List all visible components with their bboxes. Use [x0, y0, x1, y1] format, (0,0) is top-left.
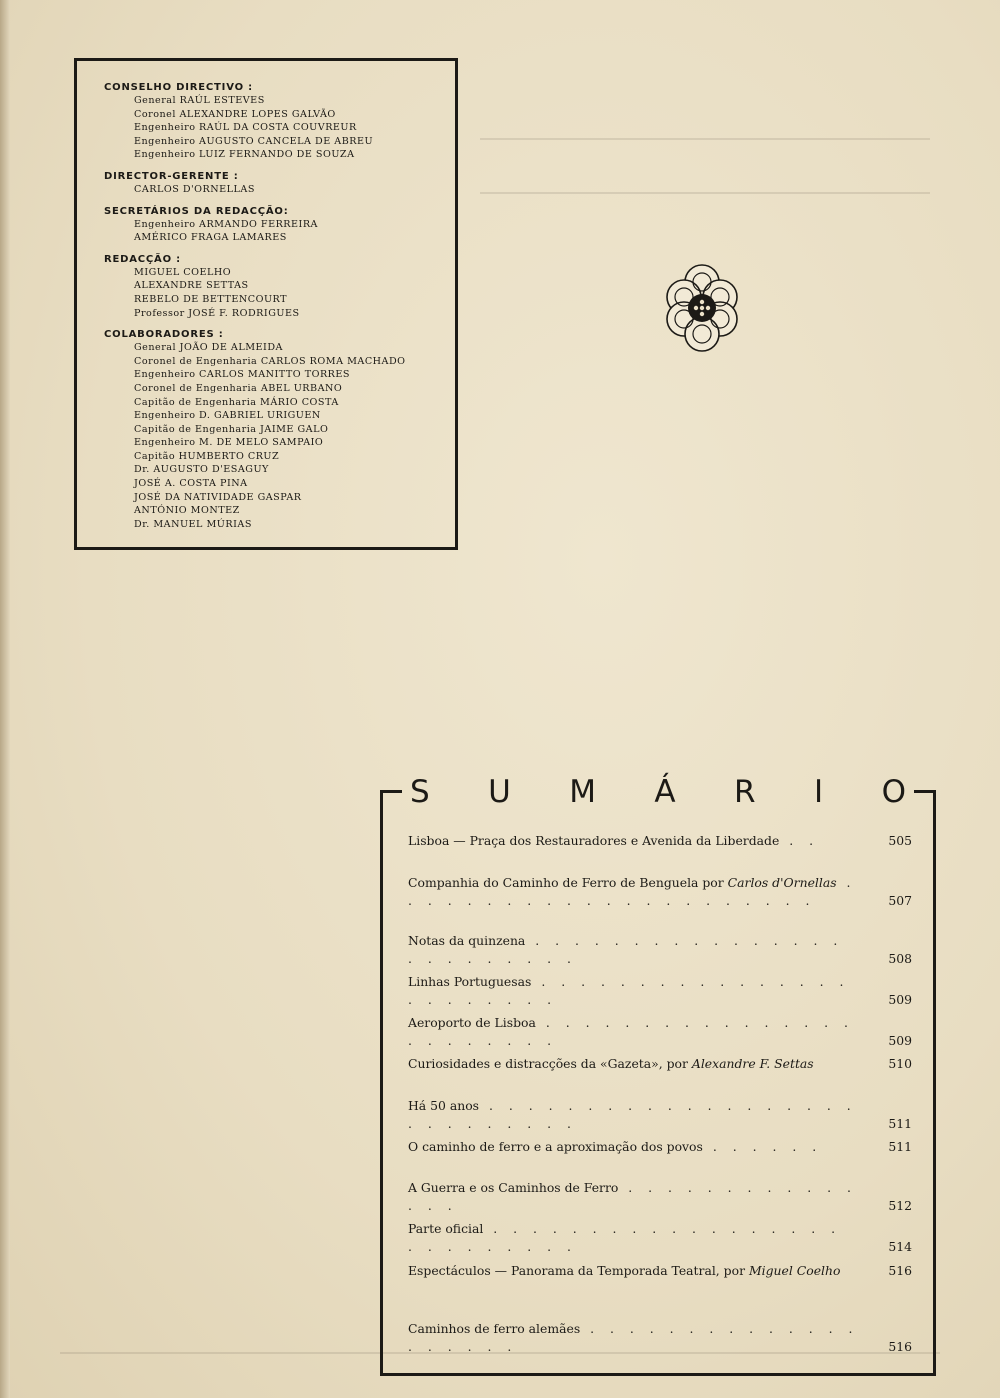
staff-member: Engenheiro RAÚL DA COSTA COUVREUR — [134, 122, 357, 134]
staff-section-secretarios — [104, 205, 455, 245]
staff-section-director — [104, 170, 455, 197]
toc-title: O caminho de ferro e a aproximação dos povos — [408, 1139, 703, 1154]
staff-member: General JOÃO DE ALMEIDA — [134, 342, 283, 354]
toc-entry — [408, 1055, 912, 1073]
staff-member: JOSÉ A. COSTA PINA — [134, 478, 248, 490]
toc-page-number: 514 — [888, 1239, 912, 1254]
staff-member: Dr. MANUEL MÚRIAS — [134, 518, 252, 530]
toc-page-number: 511 — [888, 1116, 912, 1131]
staff-member: Capitão HUMBERTO CRUZ — [134, 450, 280, 462]
staff-member: Dr. AUGUSTO D'ESAGUY — [134, 464, 269, 476]
staff-member: REBELO DE BETTENCOURT — [134, 293, 287, 305]
section-title: DIRECTOR-GERENTE : — [104, 170, 239, 182]
staff-box — [74, 58, 458, 550]
title-letter: S — [410, 774, 430, 810]
staff-member: Capitão de Engenharia JAIME GALO — [134, 423, 329, 435]
section-title: REDACÇÃO : — [104, 253, 181, 265]
staff-section-conselho — [104, 81, 455, 162]
page-gutter — [0, 0, 10, 1398]
staff-member: Engenheiro ARMANDO FERREIRA — [134, 218, 318, 230]
toc-title: Caminhos de ferro alemães — [408, 1321, 581, 1336]
heading-rule — [380, 790, 402, 793]
toc-title: Companhia do Caminho de Ferro de Benguela por — [408, 875, 724, 890]
staff-member: CARLOS D'ORNELLAS — [134, 183, 255, 195]
toc-entry: Parte oficial . . . . . . . . . . . . . . . . . . . . . . . . . . . 514 — [408, 1221, 912, 1254]
toc-entry: Notas da quinzena . . . . . . . . . . . . . . . . . . . . . . . . . 508 — [408, 933, 912, 966]
bleed-through-rule — [480, 192, 930, 194]
staff-member: Coronel de Engenharia CARLOS ROMA MACHADO — [134, 355, 406, 367]
toc-page-number: 507 — [888, 893, 912, 908]
staff-member: MIGUEL COELHO — [134, 266, 232, 278]
staff-member: JOSÉ DA NATIVIDADE GASPAR — [134, 491, 302, 503]
toc-entry: Há 50 anos . . . . . . . . . . . . . . . . . . . . . . . . . . . . 511 — [408, 1098, 912, 1131]
toc-title: Notas da quinzena — [408, 933, 526, 948]
section-title: COLABORADORES : — [104, 329, 224, 341]
toc-title: Linhas Portuguesas — [408, 974, 532, 989]
section-title: CONSELHO DIRECTIVO : — [104, 82, 253, 93]
staff-member: Coronel ALEXANDRE LOPES GALVÃO — [134, 108, 336, 120]
toc-page-number: 516 — [888, 1263, 912, 1278]
staff-member: Engenheiro D. GABRIEL URIGUEN — [134, 410, 321, 422]
toc-title: Espectáculos — Panorama da Temporada Teatral, por — [408, 1263, 746, 1278]
toc-entry: Linhas Portuguesas . . . . . . . . . . . . . . . . . . . . . . . . 509 — [408, 974, 912, 1007]
staff-member: Professor JOSÉ F. RODRIGUES — [134, 307, 300, 319]
bleed-through-rule — [480, 138, 930, 140]
toc-title: Parte oficial — [408, 1221, 484, 1236]
staff-member: Engenheiro CARLOS MANITTO TORRES — [134, 369, 350, 381]
staff-member: AMÉRICO FRAGA LAMARES — [134, 232, 287, 244]
staff-member: ANTÓNIO MONTEZ — [134, 505, 240, 517]
toc-page-number: 516 — [888, 1339, 912, 1354]
title-letter: R — [734, 774, 756, 810]
toc-title: Aeroporto de Lisboa — [408, 1015, 536, 1030]
staff-member: Engenheiro LUIZ FERNANDO DE SOUZA — [134, 149, 355, 161]
toc-page-number: 512 — [888, 1198, 912, 1213]
toc-page-number: 508 — [888, 951, 912, 966]
staff-section-redaccao — [104, 253, 455, 320]
toc-author: Alexandre F. Settas — [691, 1056, 814, 1071]
toc-title: Há 50 anos — [408, 1098, 480, 1113]
staff-member: General RAÚL ESTEVES — [134, 95, 265, 106]
sumario-heading — [380, 776, 936, 810]
toc-entry: Aeroporto de Lisboa . . . . . . . . . . . . . . . . . . . . . . . . 509 — [408, 1015, 912, 1048]
toc-page-number: 511 — [888, 1139, 912, 1154]
section-title: SECRETÁRIOS DA REDACÇÃO: — [104, 205, 289, 217]
toc-title: A Guerra e os Caminhos de Ferro — [408, 1180, 619, 1195]
title-letter: I — [814, 774, 824, 810]
staff-member: Capitão de Engenharia MÁRIO COSTA — [134, 396, 339, 408]
toc-author: Carlos d'Ornellas — [727, 875, 837, 890]
wire-rope-emblem-icon — [662, 262, 742, 354]
toc-entry: Companhia do Caminho de Ferro de Benguela por Carlos d'Ornellas . . . . . . . . . . . . . . . . . . . . . . 507 — [408, 875, 912, 908]
toc-entry: O caminho de ferro e a aproximação dos povos . . . . . . 511 — [408, 1139, 912, 1154]
toc-entry — [408, 1262, 912, 1280]
toc-title: Curiosidades e distracções da «Gazeta», por — [408, 1056, 688, 1071]
heading-rule — [914, 790, 936, 793]
toc-page-number: 510 — [888, 1056, 912, 1071]
staff-member: Coronel de Engenharia ABEL URBANO — [134, 382, 343, 394]
staff-member: ALEXANDRE SETTAS — [134, 280, 249, 292]
title-letter: Á — [654, 774, 676, 810]
staff-section-colaboradores — [104, 328, 455, 531]
toc-title: Lisboa — Praça dos Restauradores e Avenida da Liberdade — [408, 833, 780, 848]
staff-member: Engenheiro M. DE MELO SAMPAIO — [134, 437, 324, 449]
sumario-title — [410, 776, 906, 808]
toc-author: Miguel Coelho — [748, 1263, 841, 1278]
staff-member: Engenheiro AUGUSTO CANCELA DE ABREU — [134, 135, 374, 147]
toc-entry: Lisboa — Praça dos Restauradores e Avenida da Liberdade . . 505 — [408, 833, 912, 848]
title-letter: O — [881, 774, 906, 810]
toc-entry: A Guerra e os Caminhos de Ferro . . . . . . . . . . . . . . . 512 — [408, 1180, 912, 1213]
toc-page-number: 505 — [888, 833, 912, 848]
toc-page-number: 509 — [888, 992, 912, 1007]
title-letter: U — [488, 774, 511, 810]
toc-entry: Caminhos de ferro alemães . . . . . . . . . . . . . . . . . . . . 516 — [408, 1321, 912, 1354]
toc-page-number: 509 — [888, 1033, 912, 1048]
title-letter: M — [569, 774, 596, 810]
